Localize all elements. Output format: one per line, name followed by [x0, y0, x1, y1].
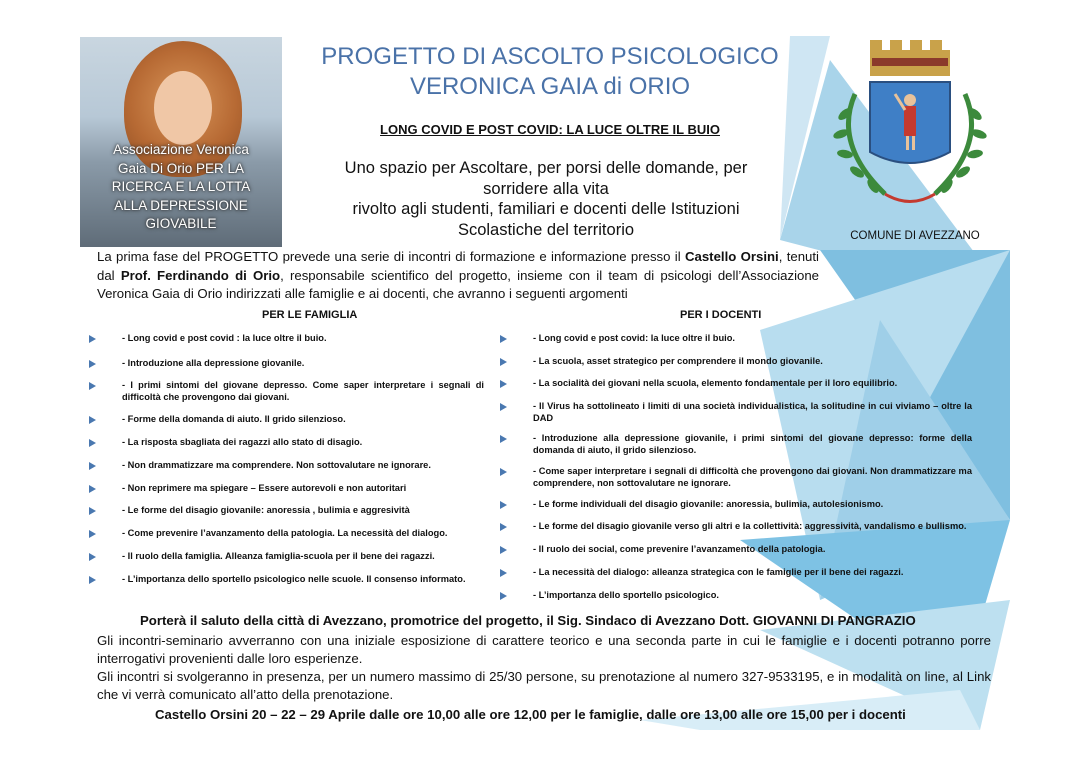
arrow-bullet-icon	[500, 403, 507, 411]
intro-line: rivolto agli studenti, familiari e docenti delle Istituzioni	[352, 200, 740, 218]
photo-caption-line: RICERCA E LA LOTTA	[111, 179, 251, 194]
list-item-text: - Long covid e post covid: la luce oltre il buio.	[533, 333, 735, 343]
arrow-bullet-icon	[89, 335, 96, 343]
title-line: VERONICA GAIA di ORIO	[409, 73, 691, 100]
saluto-text: Porterà il saluto della città di Avezzano, promotrice del progetto, il Sig. Sindaco di Avezzano Dott. GIOVANNI DI PANGRAZIO	[140, 613, 916, 628]
arrow-bullet-icon	[89, 439, 96, 447]
photo-caption-line: GIOVABILE	[145, 216, 217, 231]
list-item-text: - Introduzione alla depressione giovanile, i primi sintomi del giovane depresso: forme della domanda di aiuto, il grido silenzioso.	[533, 433, 972, 455]
castello-orsini-text: Castello Orsini	[684, 249, 779, 264]
arrow-bullet-icon	[500, 435, 507, 443]
arrow-bullet-icon	[500, 501, 507, 509]
arrow-bullet-icon	[500, 380, 507, 388]
list-item-text: - Il ruolo della famiglia. Alleanza famiglia-scuola per il bene dei ragazzi.	[122, 551, 435, 561]
list-item-text: - L’importanza dello sportello psicologico nelle scuole. Il consenso informato.	[122, 574, 466, 584]
arrow-bullet-icon	[89, 462, 96, 470]
paragraph-part: , responsabile scientifico del progetto, insieme con il team di psicologi dell’Associazione Veronica Gaia di Orio indirizzati alle famiglie e ai docenti, che avranno i seguenti argomenti	[97, 267, 820, 301]
list-item-text: - Il ruolo dei social, come prevenire l’avanzamento della patologia.	[533, 544, 826, 554]
arrow-bullet-icon	[89, 382, 96, 390]
footer-line: Gli incontri si svolgeranno in presenza, per un numero massimo di 25/30 persone, su prenotazione al numero 327-9533195, e in modalità on line, al Link che vi verrà comunicato all’atto della prenotazione.	[97, 669, 991, 702]
arrow-bullet-icon	[89, 416, 96, 424]
list-item-text: - Il Virus ha sottolineato i limiti di una società individualistica, la solitudine in cui viviamo – oltre la DAD	[533, 401, 972, 423]
arrow-bullet-icon	[89, 530, 96, 538]
list-item-text: - La necessità del dialogo: alleanza strategica con le famiglie per il bene dei ragazzi.	[533, 567, 904, 577]
dates-text: Castello Orsini 20 – 22 – 29 Aprile dalle ore 10,00 alle ore 12,00 per le famiglie, dalle ore 13,00 alle ore 15,00 per i docenti	[155, 707, 906, 722]
paragraph-text	[97, 248, 819, 304]
portrait-face	[154, 71, 212, 145]
list-item-text: - La risposta sbagliata dei ragazzi allo stato di disagio.	[122, 437, 363, 447]
intro-paragraph	[97, 248, 819, 304]
arrow-bullet-icon	[89, 553, 96, 561]
comune-label: COMUNE DI AVEZZANO	[850, 230, 980, 242]
footer-line: Gli incontri-seminario avverranno con una iniziale esposizione di carattere teorico e una seconda parte in cui le famiglie e i docenti potranno porre interrogativi provenienti dalle loro esperienze.	[97, 633, 991, 666]
comune-crest-logo	[815, 34, 1005, 224]
paragraph-part: La prima fase del PROGETTO prevede una serie di incontri di formazione e informazione presso il	[97, 249, 685, 264]
paragraph-part: , tenuti dal	[97, 249, 819, 283]
list-item-text: - L’importanza dello sportello psicologico.	[533, 590, 719, 600]
list-item-text: - Forme della domanda di aiuto. Il grido silenzioso.	[122, 414, 346, 424]
list-item-text: - Non drammatizzare ma comprendere. Non sottovalutare ne ignorare.	[122, 460, 431, 470]
intro-line: Scolastiche del territorio	[457, 220, 635, 239]
photo-caption	[80, 141, 282, 234]
list-item-text: - Le forme individuali del disagio giovanile: anoressia, bulimia, autolesionismo.	[533, 499, 884, 509]
photo-caption-line: ALLA DEPRESSIONE	[114, 197, 248, 213]
list-item-text: - Come saper interpretare i segnali di difficoltà che provengono dai giovani. Non drammatizzare ma comprendere, non sottovalutare ne ignorare.	[533, 466, 972, 488]
footer-info	[97, 632, 991, 704]
docenti-header: PER I DOCENTI	[680, 309, 762, 321]
arrow-bullet-icon	[89, 576, 96, 584]
arrow-bullet-icon	[89, 360, 96, 368]
arrow-bullet-icon	[500, 335, 507, 343]
famiglia-header: PER LE FAMIGLIA	[262, 309, 358, 321]
title-line: PROGETTO DI ASCOLTO PSICOLOGICO	[321, 43, 779, 70]
arrow-bullet-icon	[500, 468, 507, 476]
arrow-bullet-icon	[500, 546, 507, 554]
arrow-bullet-icon	[500, 523, 507, 531]
list-item-text: - Introduzione alla depressione giovanile.	[122, 358, 305, 368]
list-item-text: - Come prevenire l’avanzamento della patologia. La necessità del dialogo.	[122, 528, 448, 538]
list-item-text: - Non reprimere ma spiegare – Essere autorevoli e non autoritari	[122, 483, 407, 493]
arrow-bullet-icon	[89, 485, 96, 493]
list-item-text: - Le forme del disagio giovanile verso gli altri e la collettività: aggressività, vandalismo e bullismo.	[533, 521, 967, 531]
photo-caption-line: Associazione Veronica	[113, 142, 249, 157]
intro-line: Uno spazio per Ascoltare, per porsi delle domande, per	[344, 159, 748, 177]
intro-line: sorridere alla vita	[483, 179, 609, 198]
photo-caption-line: Gaia Di Orio PER LA	[117, 160, 245, 176]
arrow-bullet-icon	[500, 592, 507, 600]
arrow-bullet-icon	[500, 358, 507, 366]
list-item-text: - La socialità dei giovani nella scuola, elemento fondamentale per il loro equilibrio.	[533, 378, 898, 388]
list-item-text: - Long covid e post covid : la luce oltre il buio.	[122, 333, 327, 343]
arrow-bullet-icon	[500, 569, 507, 577]
list-item-text: - I primi sintomi del giovane depresso. Come saper interpretare i segnali di difficoltà che provengono dai giovani.	[122, 380, 484, 402]
subtitle: LONG COVID E POST COVID: LA LUCE OLTRE IL BUIO	[380, 122, 720, 137]
list-item-text: - La scuola, asset strategico per comprendere il mondo giovanile.	[533, 356, 823, 366]
list-item-text: - Le forme del disagio giovanile: anoressia , bulimia e aggresività	[122, 505, 410, 515]
prof-name-text: Prof. Ferdinando di Orio	[120, 267, 281, 283]
portrait-photo	[80, 37, 282, 247]
arrow-bullet-icon	[89, 507, 96, 515]
page-title	[300, 42, 800, 102]
intro-text	[300, 158, 792, 240]
